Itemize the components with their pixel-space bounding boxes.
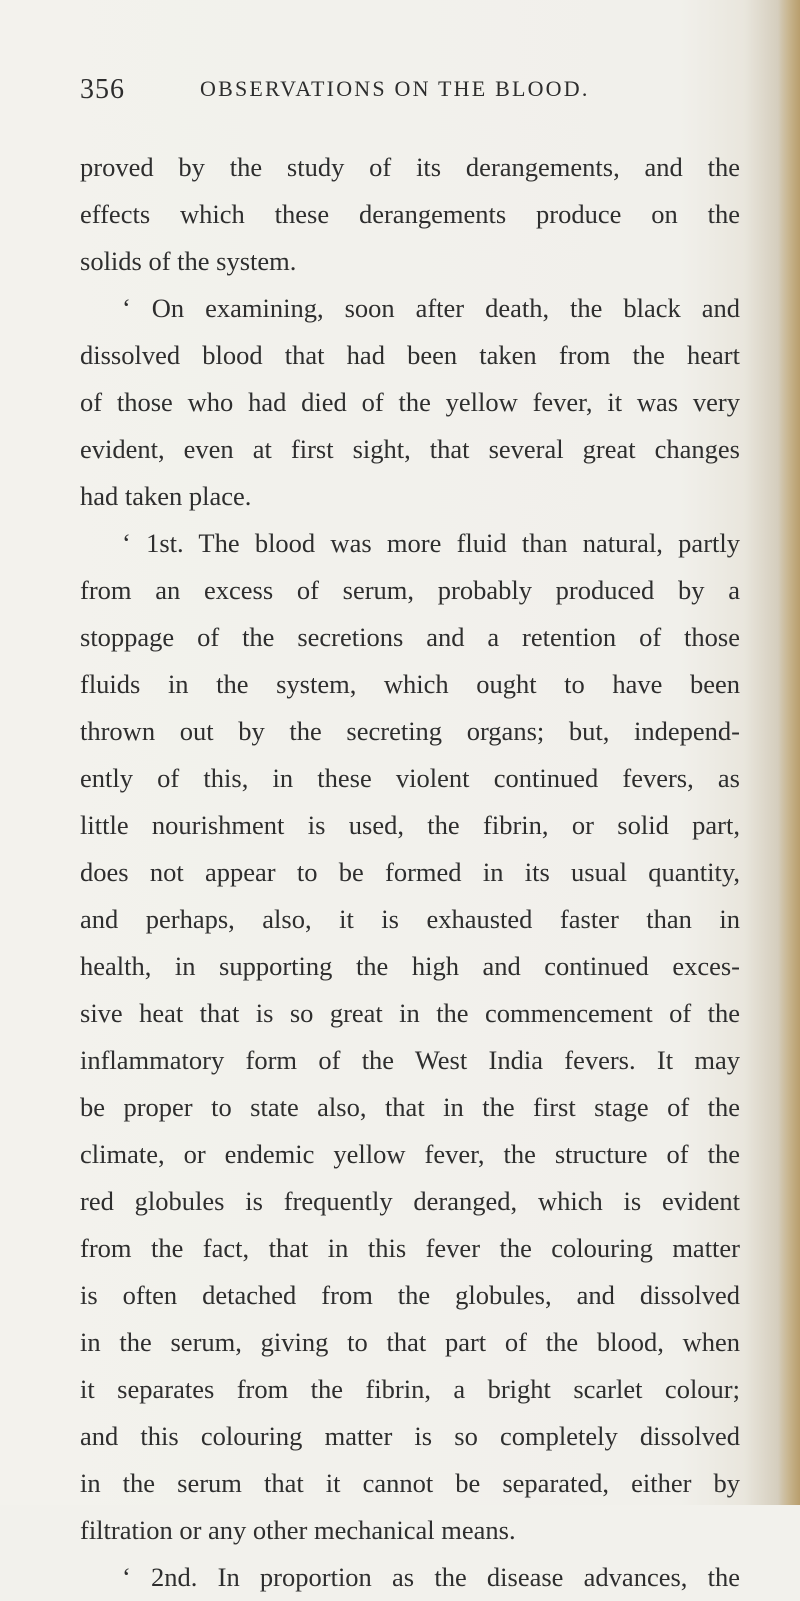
text-line: from the fact, that in this fever the colouring matter bbox=[80, 1233, 740, 1263]
text-line: and perhaps, also, it is exhausted faster than in bbox=[80, 904, 740, 934]
text-line: stoppage of the secretions and a retention of those bbox=[80, 622, 740, 652]
text-line: proved by the study of its derangements, and the bbox=[80, 152, 740, 182]
text-line: had taken place. bbox=[80, 481, 252, 511]
text-line: filtration or any other mechanical means. bbox=[80, 1515, 516, 1545]
text-line: be proper to state also, that in the first stage of the bbox=[80, 1092, 740, 1122]
text-line: dissolved blood that had been taken from the heart bbox=[80, 340, 740, 370]
text-line: it separates from the fibrin, a bright scarlet colour; bbox=[80, 1374, 740, 1404]
text-line: ‘ 1st. The blood was more fluid than natural, partly bbox=[122, 528, 740, 558]
text-line: red globules is frequently deranged, which is evident bbox=[80, 1186, 740, 1216]
text-line: of those who had died of the yellow fever, it was very bbox=[80, 387, 740, 417]
text-line: and this colouring matter is so completely dissolved bbox=[80, 1421, 740, 1451]
text-line: in the serum, giving to that part of the blood, when bbox=[80, 1327, 740, 1357]
page-number: 356 bbox=[80, 74, 125, 105]
text-line: ently of this, in these violent continued fevers, as bbox=[80, 763, 740, 793]
text-line: thrown out by the secreting organs; but, independ- bbox=[80, 716, 740, 746]
text-line: effects which these derangements produce on the bbox=[80, 199, 740, 229]
text-line: fluids in the system, which ought to have been bbox=[80, 669, 740, 699]
text-line: solids of the system. bbox=[80, 246, 297, 276]
text-line: from an excess of serum, probably produced by a bbox=[80, 575, 740, 605]
page-edge-shadow bbox=[778, 0, 800, 1505]
text-line: little nourishment is used, the fibrin, or solid part, bbox=[80, 810, 740, 840]
running-head: OBSERVATIONS ON THE BLOOD. bbox=[200, 76, 590, 101]
text-line: health, in supporting the high and continued exces- bbox=[80, 951, 740, 981]
text-line: climate, or endemic yellow fever, the structure of the bbox=[80, 1139, 740, 1169]
text-line: ‘ On examining, soon after death, the black and bbox=[122, 293, 740, 323]
text-line: in the serum that it cannot be separated, either by bbox=[80, 1468, 740, 1498]
text-line: does not appear to be formed in its usual quantity, bbox=[80, 857, 740, 887]
page-header bbox=[80, 74, 760, 114]
text-line: is often detached from the globules, and dissolved bbox=[80, 1280, 740, 1310]
body-text bbox=[80, 144, 740, 1601]
text-line: sive heat that is so great in the commencement of the bbox=[80, 998, 740, 1028]
text-line: evident, even at first sight, that several great changes bbox=[80, 434, 740, 464]
text-line: inflammatory form of the West India fevers. It may bbox=[80, 1045, 740, 1075]
text-line: ‘ 2nd. In proportion as the disease advances, the bbox=[122, 1562, 740, 1592]
